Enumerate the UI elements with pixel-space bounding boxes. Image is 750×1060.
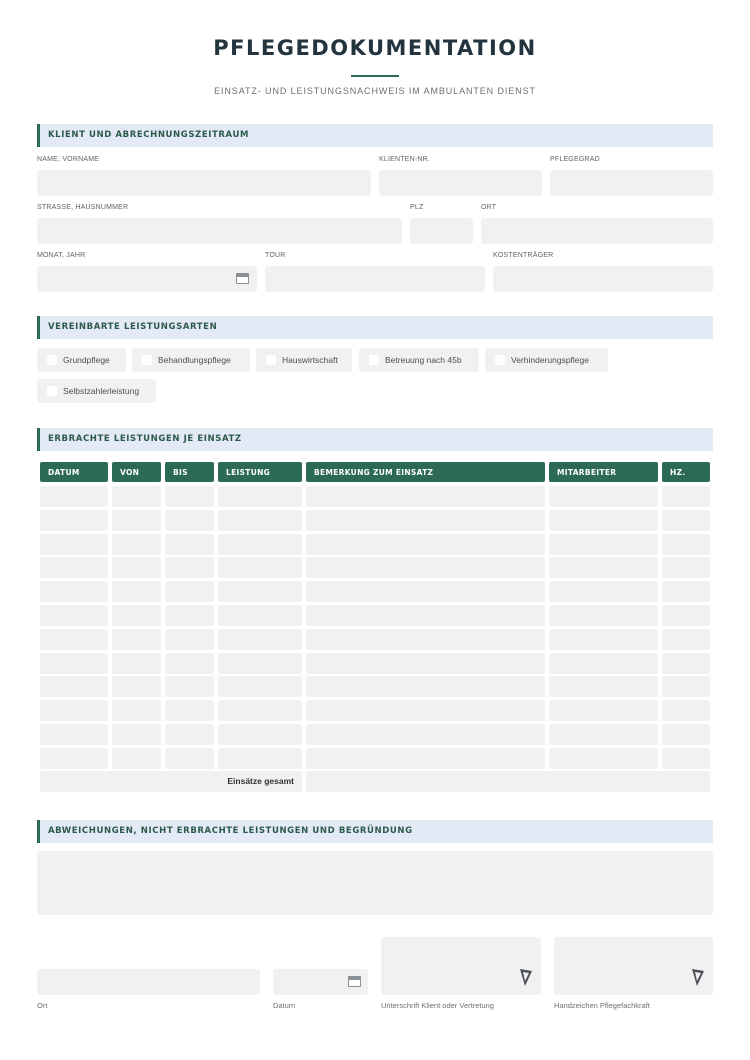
table-cell-von[interactable] xyxy=(112,581,161,602)
table-cell-datum[interactable] xyxy=(40,510,108,531)
table-cell-von[interactable] xyxy=(112,676,161,697)
table-cell-mitarbeiter[interactable] xyxy=(549,700,658,721)
table-cell-bemerkung[interactable] xyxy=(306,724,545,745)
pen-icon xyxy=(691,967,705,987)
table-cell-mitarbeiter[interactable] xyxy=(549,534,658,555)
table-cell-bis[interactable] xyxy=(165,486,214,507)
calendar-icon[interactable] xyxy=(348,976,361,987)
checkbox-box[interactable] xyxy=(369,355,379,365)
table-cell-von[interactable] xyxy=(112,486,161,507)
checkbox-grundpflege[interactable] xyxy=(37,348,126,372)
checkbox-box[interactable] xyxy=(495,355,505,365)
table-cell-hz[interactable] xyxy=(662,724,710,745)
table-cell-datum[interactable] xyxy=(40,724,108,745)
checkbox-box[interactable] xyxy=(47,355,57,365)
table-cell-hz[interactable] xyxy=(662,557,710,578)
table-cell-datum[interactable] xyxy=(40,748,108,769)
table-cell-datum[interactable] xyxy=(40,486,108,507)
table-cell-mitarbeiter[interactable] xyxy=(549,510,658,531)
table-cell-von[interactable] xyxy=(112,534,161,555)
table-cell-leistung[interactable] xyxy=(218,629,302,650)
table-cell-datum[interactable] xyxy=(40,605,108,626)
table-cell-bemerkung[interactable] xyxy=(306,557,545,578)
table-cell-bemerkung[interactable] xyxy=(306,486,545,507)
place-field[interactable] xyxy=(37,969,260,995)
section-title: KLIENT UND ABRECHNUNGSZEITRAUM xyxy=(48,130,250,140)
total-label: Einsätze gesamt xyxy=(227,776,294,786)
table-cell-hz[interactable] xyxy=(662,700,710,721)
table-cell-leistung[interactable] xyxy=(218,581,302,602)
client-no-label: KLIENTEN-NR. xyxy=(379,156,431,163)
table-cell-bis[interactable] xyxy=(165,700,214,721)
checkbox-label: Betreuung nach 45b xyxy=(385,355,462,365)
col-header-mitarbeiter: MITARBEITER xyxy=(549,462,658,482)
table-cell-hz[interactable] xyxy=(662,676,710,697)
deviation-textarea[interactable] xyxy=(37,851,713,915)
client-no-field[interactable] xyxy=(379,170,542,196)
checkbox-selbstzahlerleistung[interactable] xyxy=(37,379,156,403)
table-cell-bis[interactable] xyxy=(165,748,214,769)
checkbox-box[interactable] xyxy=(142,355,152,365)
section-title: ABWEICHUNGEN, NICHT ERBRACHTE LEISTUNGEN UND BEGRÜNDUNG xyxy=(48,826,413,836)
table-cell-hz[interactable] xyxy=(662,534,710,555)
calendar-icon[interactable] xyxy=(236,273,249,284)
table-cell-bemerkung[interactable] xyxy=(306,605,545,626)
checkbox-box[interactable] xyxy=(47,386,57,396)
page-subtitle: EINSATZ- UND LEISTUNGSNACHWEIS IM AMBULANTEN DIENST xyxy=(214,86,536,96)
col-header-von: VON xyxy=(112,462,161,482)
table-cell-datum[interactable] xyxy=(40,581,108,602)
checkbox-hauswirtschaft[interactable] xyxy=(256,348,352,372)
city-field[interactable] xyxy=(481,218,713,244)
table-cell-leistung[interactable] xyxy=(218,605,302,626)
section-title: VEREINBARTE LEISTUNGSARTEN xyxy=(48,322,218,332)
zip-field[interactable] xyxy=(410,218,473,244)
client-signature-label: Unterschrift Klient oder Vertretung xyxy=(381,1001,494,1010)
payer-field[interactable] xyxy=(493,266,713,292)
checkbox-box[interactable] xyxy=(266,355,276,365)
col-header-bis: BIS xyxy=(165,462,214,482)
table-cell-datum[interactable] xyxy=(40,557,108,578)
checkbox-behandlungspflege[interactable] xyxy=(132,348,250,372)
table-cell-datum[interactable] xyxy=(40,676,108,697)
table-cell-datum[interactable] xyxy=(40,534,108,555)
table-cell-datum[interactable] xyxy=(40,700,108,721)
table-cell-hz[interactable] xyxy=(662,581,710,602)
table-cell-leistung[interactable] xyxy=(218,700,302,721)
table-cell-mitarbeiter[interactable] xyxy=(549,724,658,745)
table-cell-leistung[interactable] xyxy=(218,534,302,555)
month-year-label: MONAT, JAHR xyxy=(37,252,86,259)
nurse-initials-label: Handzeichen Pflegefachkraft xyxy=(554,1001,650,1010)
checkbox-label: Behandlungspflege xyxy=(158,355,231,365)
table-cell-mitarbeiter[interactable] xyxy=(549,748,658,769)
col-header-bemerkung: BEMERKUNG ZUM EINSATZ xyxy=(306,462,545,482)
tour-field[interactable] xyxy=(265,266,485,292)
table-cell-hz[interactable] xyxy=(662,629,710,650)
place-label: Ort xyxy=(37,1001,48,1010)
table-cell-bis[interactable] xyxy=(165,605,214,626)
street-field[interactable] xyxy=(37,218,402,244)
table-cell-mitarbeiter[interactable] xyxy=(549,557,658,578)
page-title: PFLEGEDOKUMENTATION xyxy=(213,36,537,60)
table-cell-mitarbeiter[interactable] xyxy=(549,581,658,602)
table-cell-mitarbeiter[interactable] xyxy=(549,629,658,650)
table-cell-von[interactable] xyxy=(112,653,161,674)
table-cell-leistung[interactable] xyxy=(218,748,302,769)
table-cell-bemerkung[interactable] xyxy=(306,748,545,769)
table-cell-hz[interactable] xyxy=(662,605,710,626)
col-header-hz: HZ. xyxy=(662,462,710,482)
date-label: Datum xyxy=(273,1001,296,1010)
table-cell-hz[interactable] xyxy=(662,748,710,769)
table-cell-bemerkung[interactable] xyxy=(306,510,545,531)
client-signature-field[interactable] xyxy=(381,937,541,995)
checkbox-label: Verhinderungspflege xyxy=(511,355,589,365)
table-cell-hz[interactable] xyxy=(662,653,710,674)
section-header-log xyxy=(37,428,713,451)
table-cell-von[interactable] xyxy=(112,748,161,769)
table-cell-von[interactable] xyxy=(112,700,161,721)
table-cell-leistung[interactable] xyxy=(218,510,302,531)
table-cell-leistung[interactable] xyxy=(218,724,302,745)
table-cell-bis[interactable] xyxy=(165,676,214,697)
pen-icon xyxy=(519,967,533,987)
section-header-deviations xyxy=(37,820,713,843)
table-cell-hz[interactable] xyxy=(662,486,710,507)
checkbox-label: Selbstzahlerleistung xyxy=(63,386,140,396)
table-cell-datum[interactable] xyxy=(40,629,108,650)
table-cell-mitarbeiter[interactable] xyxy=(549,676,658,697)
table-cell-mitarbeiter[interactable] xyxy=(549,653,658,674)
checkbox-verhinderungspflege[interactable] xyxy=(485,348,608,372)
table-cell-von[interactable] xyxy=(112,510,161,531)
section-title: ERBRACHTE LEISTUNGEN JE EINSATZ xyxy=(48,434,242,444)
table-cell-von[interactable] xyxy=(112,724,161,745)
table-cell-bis[interactable] xyxy=(165,629,214,650)
table-cell-bemerkung[interactable] xyxy=(306,534,545,555)
care-level-field[interactable] xyxy=(550,170,713,196)
table-cell-von[interactable] xyxy=(112,557,161,578)
section-header-client xyxy=(37,124,713,147)
zip-label: PLZ xyxy=(410,204,424,211)
name-label: NAME, VORNAME xyxy=(37,156,100,163)
col-header-datum: DATUM xyxy=(40,462,108,482)
table-cell-leistung[interactable] xyxy=(218,653,302,674)
table-cell-bemerkung[interactable] xyxy=(306,700,545,721)
table-cell-bemerkung[interactable] xyxy=(306,653,545,674)
table-cell-mitarbeiter[interactable] xyxy=(549,486,658,507)
table-cell-bis[interactable] xyxy=(165,510,214,531)
table-cell-bis[interactable] xyxy=(165,534,214,555)
table-cell-bemerkung[interactable] xyxy=(306,581,545,602)
col-header-leistung: LEISTUNG xyxy=(218,462,302,482)
table-cell-datum[interactable] xyxy=(40,653,108,674)
table-cell-von[interactable] xyxy=(112,629,161,650)
table-cell-leistung[interactable] xyxy=(218,676,302,697)
care-level-label: PFLEGEGRAD xyxy=(550,156,600,163)
table-cell-hz[interactable] xyxy=(662,510,710,531)
city-label: ORT xyxy=(481,204,497,211)
name-field[interactable] xyxy=(37,170,371,196)
street-label: STRASSE, HAUSNUMMER xyxy=(37,204,129,211)
table-cell-bemerkung[interactable] xyxy=(306,676,545,697)
table-cell-leistung[interactable] xyxy=(218,486,302,507)
section-header-services xyxy=(37,316,713,339)
checkbox-label: Hauswirtschaft xyxy=(282,355,338,365)
tour-label: TOUR xyxy=(265,252,286,259)
checkbox-label: Grundpflege xyxy=(63,355,110,365)
checkbox-betreuung-45b[interactable] xyxy=(359,348,479,372)
nurse-initials-field[interactable] xyxy=(554,937,713,995)
table-cell-bis[interactable] xyxy=(165,557,214,578)
table-cell-leistung[interactable] xyxy=(218,557,302,578)
payer-label: KOSTENTRÄGER xyxy=(493,252,554,259)
table-cell-bemerkung[interactable] xyxy=(306,629,545,650)
date-field[interactable] xyxy=(273,969,368,995)
table-cell-mitarbeiter[interactable] xyxy=(549,605,658,626)
total-value-cell[interactable] xyxy=(306,771,710,792)
table-cell-bis[interactable] xyxy=(165,724,214,745)
table-cell-bis[interactable] xyxy=(165,653,214,674)
table-cell-von[interactable] xyxy=(112,605,161,626)
title-divider xyxy=(351,75,399,77)
total-label-cell xyxy=(40,771,302,792)
month-year-field[interactable] xyxy=(37,266,257,292)
table-cell-bis[interactable] xyxy=(165,581,214,602)
